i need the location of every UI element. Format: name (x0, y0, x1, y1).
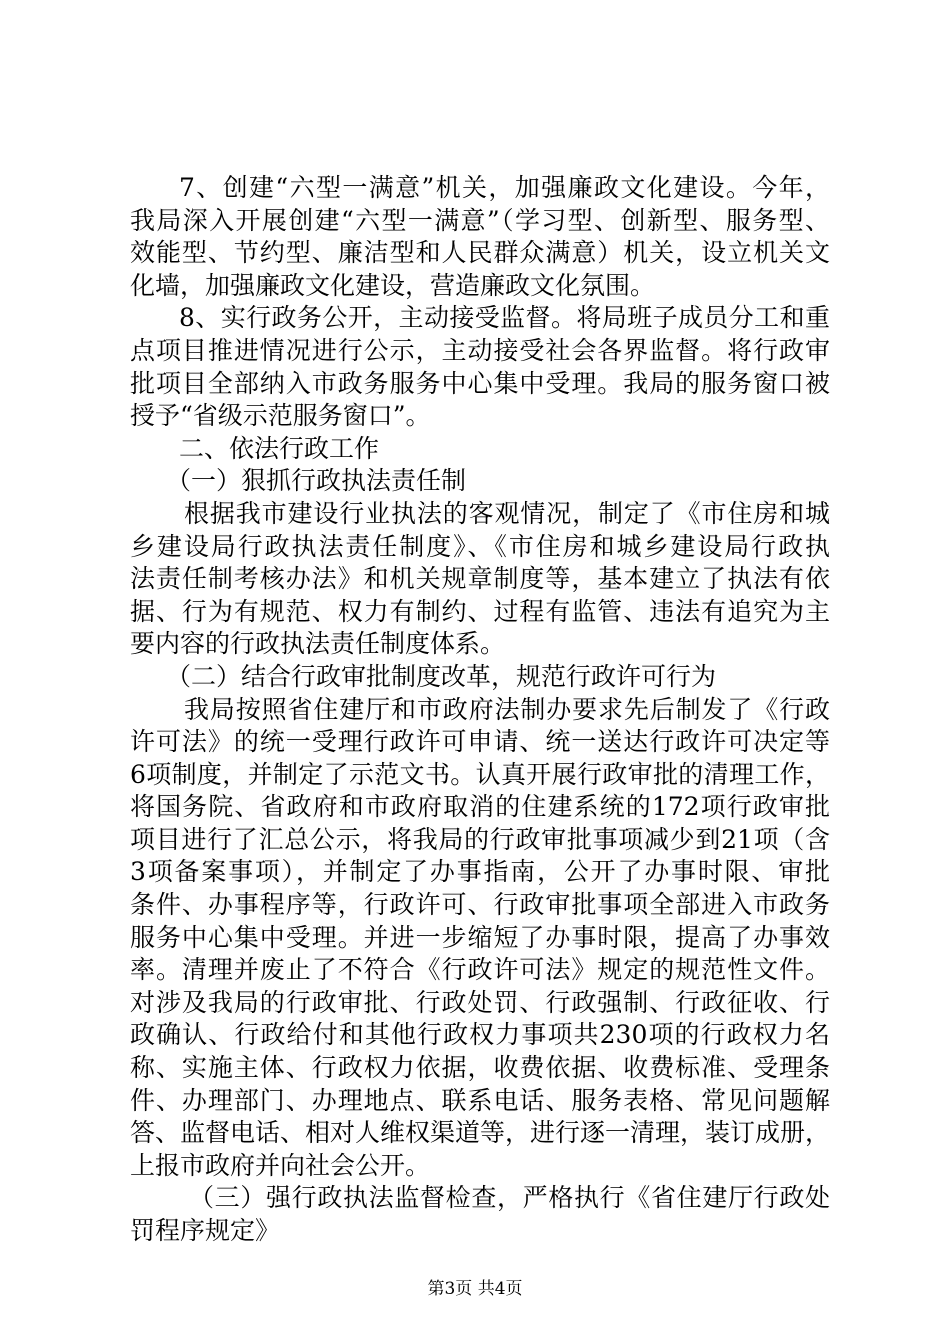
text-line: 将国务院、省政府和市政府取消的住建系统的172项行政审批 (130, 792, 830, 822)
text-line: 根据我市建设行业执法的客观情况，制定了《市住房和城 (184, 498, 830, 528)
text-line: 项目进行了汇总公示，将我局的行政审批事项减少到21项（含 (130, 824, 830, 854)
text-line: 授予“省级示范服务窗口”。 (130, 401, 431, 431)
text-line: （二）结合行政审批制度改革，规范行政许可行为 (166, 661, 717, 691)
text-line: 罚程序规定》 (130, 1216, 281, 1245)
text-line: 化墙，加强廉政文化建设，营造廉政文化氛围。 (130, 270, 656, 300)
text-line: 要内容的行政执法责任制度体系。 (130, 629, 506, 659)
text-line: 批项目全部纳入市政务服务中心集中受理。我局的服务窗口被 (130, 368, 830, 398)
text-line: 6项制度，并制定了示范文书。认真开展行政审批的清理工作， (130, 759, 830, 789)
text-line: 服务中心集中受理。并进一步缩短了办事时限，提高了办事效 (130, 922, 830, 952)
text-line: 我局深入开展创建“六型一满意”（学习型、创新型、服务型、 (130, 205, 830, 235)
page-number-label: 第3页 共4页 (427, 1279, 523, 1299)
text-line: 乡建设局行政执法责任制度》、《市住房和城乡建设局行政执 (130, 531, 830, 561)
text-line: 答、监督电话、相对人维权渠道等，进行逐一清理，装订成册， (130, 1118, 831, 1148)
text-line: 二、依法行政工作 (179, 433, 380, 463)
text-line: 政确认、行政给付和其他行政权力事项共230项的行政权力名 (130, 1020, 830, 1050)
text-line: 率。清理并废止了不符合《行政许可法》规定的规范性文件。 (130, 955, 830, 985)
text-line: 点项目推进情况进行公示，主动接受社会各界监督。将行政审 (130, 335, 830, 365)
text-line: 效能型、节约型、廉洁型和人民群众满意）机关，设立机关文 (130, 238, 830, 268)
text-line: 法责任制考核办法》和机关规章制度等，基本建立了执法有依 (130, 564, 830, 594)
page-footer (0, 1278, 950, 1300)
text-line: 称、实施主体、行政权力依据，收费依据、收费标准、受理条 (130, 1053, 830, 1083)
text-line: 7、创建“六型一满意”机关，加强廉政文化建设。今年， (179, 173, 830, 202)
text-line: 上报市政府并向社会公开。 (130, 1150, 431, 1180)
document-body (130, 172, 830, 1248)
text-line: 条件、办事程序等，行政许可、行政审批事项全部进入市政务 (130, 890, 830, 920)
text-line: （一）狠抓行政执法责任制 (166, 466, 467, 496)
text-line: （三）强行政执法监督检查，严格执行《省住建厅行政处 (189, 1183, 830, 1213)
text-line: 据、行为有规范、权力有制约、过程有监管、违法有追究为主 (130, 596, 830, 626)
text-line: 我局按照省住建厅和市政府法制办要求先后制发了《行政 (184, 694, 830, 724)
text-line: 8、实行政务公开，主动接受监督。将局班子成员分工和重 (179, 303, 830, 333)
text-line: 3项备案事项），并制定了办事指南，公开了办事时限、审批 (130, 857, 830, 887)
text-line: 许可法》的统一受理行政许可申请、统一送达行政许可决定等 (130, 727, 830, 757)
text-line: 对涉及我局的行政审批、行政处罚、行政强制、行政征收、行 (130, 987, 830, 1017)
text-line: 件、办理部门、办理地点、联系电话、服务表格、常见问题解 (130, 1085, 830, 1115)
